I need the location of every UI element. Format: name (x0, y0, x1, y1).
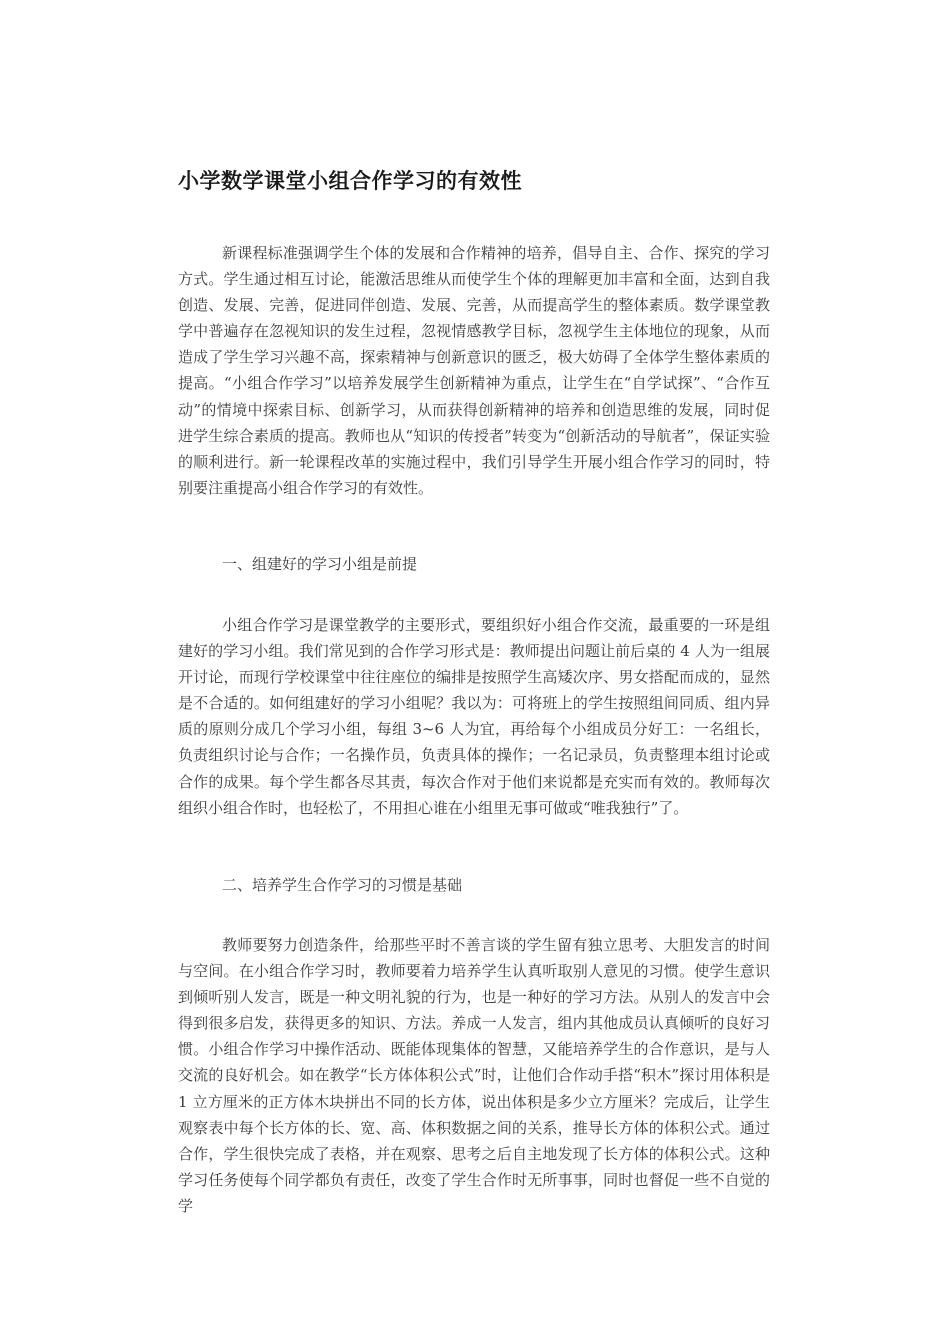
section-heading-2: 二、培养学生合作学习的习惯是基础 (222, 876, 463, 894)
intro-paragraph: 新课程标准强调学生个体的发展和合作精神的培养，倡导自主、合作、探究的学习方式。学生通过相互讨论，能激活思维从而使学生个体的理解更加丰富和全面，达到自我创造、发展、完善，促进同伴创造、发展、完善，从而提高学生的整体素质。数学课堂教学中普遍存在忽视知识的发生过程，忽视情感教学目标，忽视学生主体地位的现象，从而造成了学生学习兴趣不高，探索精神与创新意识的匮乏，极大妨碍了全体学生整体素质的提高。“小组合作学习”以培养发展学生创新精神为重点，让学生在“自学试探”、“合作互动”的情境中探索目标、创新学习，从而获得创新精神的培养和创造思维的发展，同时促进学生综合素质的提高。教师也从“知识的传授者”转变为“创新活动的导航者”，保证实验的顺利进行。新一轮课程改革的实施过程中，我们引导学生开展小组合作学习的同时，特别要注重提高小组合作学习的有效性。 (178, 244, 770, 497)
document-title: 小学数学课堂小组合作学习的有效性 (178, 169, 522, 193)
section-paragraph-1: 小组合作学习是课堂教学的主要形式，要组织好小组合作交流，最重要的一环是组建好的学习小组。我们常见到的合作学习形式是：教师提出问题让前后桌的 4 人为一组展开讨论，而现行学校课堂中往往座位的编排是按照学生高矮次序、男女搭配而成的，显然是不合适的。如何组建好的学习小组呢？我以为：可将班上的学生按照组间同质、组内异质的原则分成几个学习小组，每组 3~6 人为宜，再给每个小组成员分好工：一名组长，负责组织讨论与合作；一名操作员，负责具体的操作；一名记录员，负责整理本组讨论或合作的成果。每个学生都各尽其责，每次合作对于他们来说都是充实而有效的。教师每次组织小组合作时，也轻松了，不用担心谁在小组里无事可做或“唯我独行”了。 (178, 616, 770, 817)
section-paragraph-2: 教师要努力创造条件，给那些平时不善言谈的学生留有独立思考、大胆发言的时间与空间。在小组合作学习时，教师要着力培养学生认真听取别人意见的习惯。使学生意识到倾听别人发言，既是一种文明礼貌的行为，也是一种好的学习方法。从别人的发言中会得到很多启发，获得更多的知识、方法。养成一人发言，组内其他成员认真倾听的良好习惯。小组合作学习中操作活动、既能体现集体的智慧，又能培养学生的合作意识，是与人交流的良好机会。如在教学“长方体体积公式”时，让他们合作动手搭“积木”探讨用体积是 1 立方厘米的正方体木块拼出不同的长方体，说出体积是多少立方厘米？完成后，让学生观察表中每个长方体的长、宽、高、体积数据之间的关系，推导长方体的体积公式。通过合作，学生很快完成了表格，并在观察、思考之后自主地发现了长方体的体积公式。这种学习任务使每个同学都负有责任，改变了学生合作时无所事事，同时也督促一些不自觉的学 (178, 936, 770, 1215)
section-heading-1: 一、组建好的学习小组是前提 (222, 555, 418, 573)
